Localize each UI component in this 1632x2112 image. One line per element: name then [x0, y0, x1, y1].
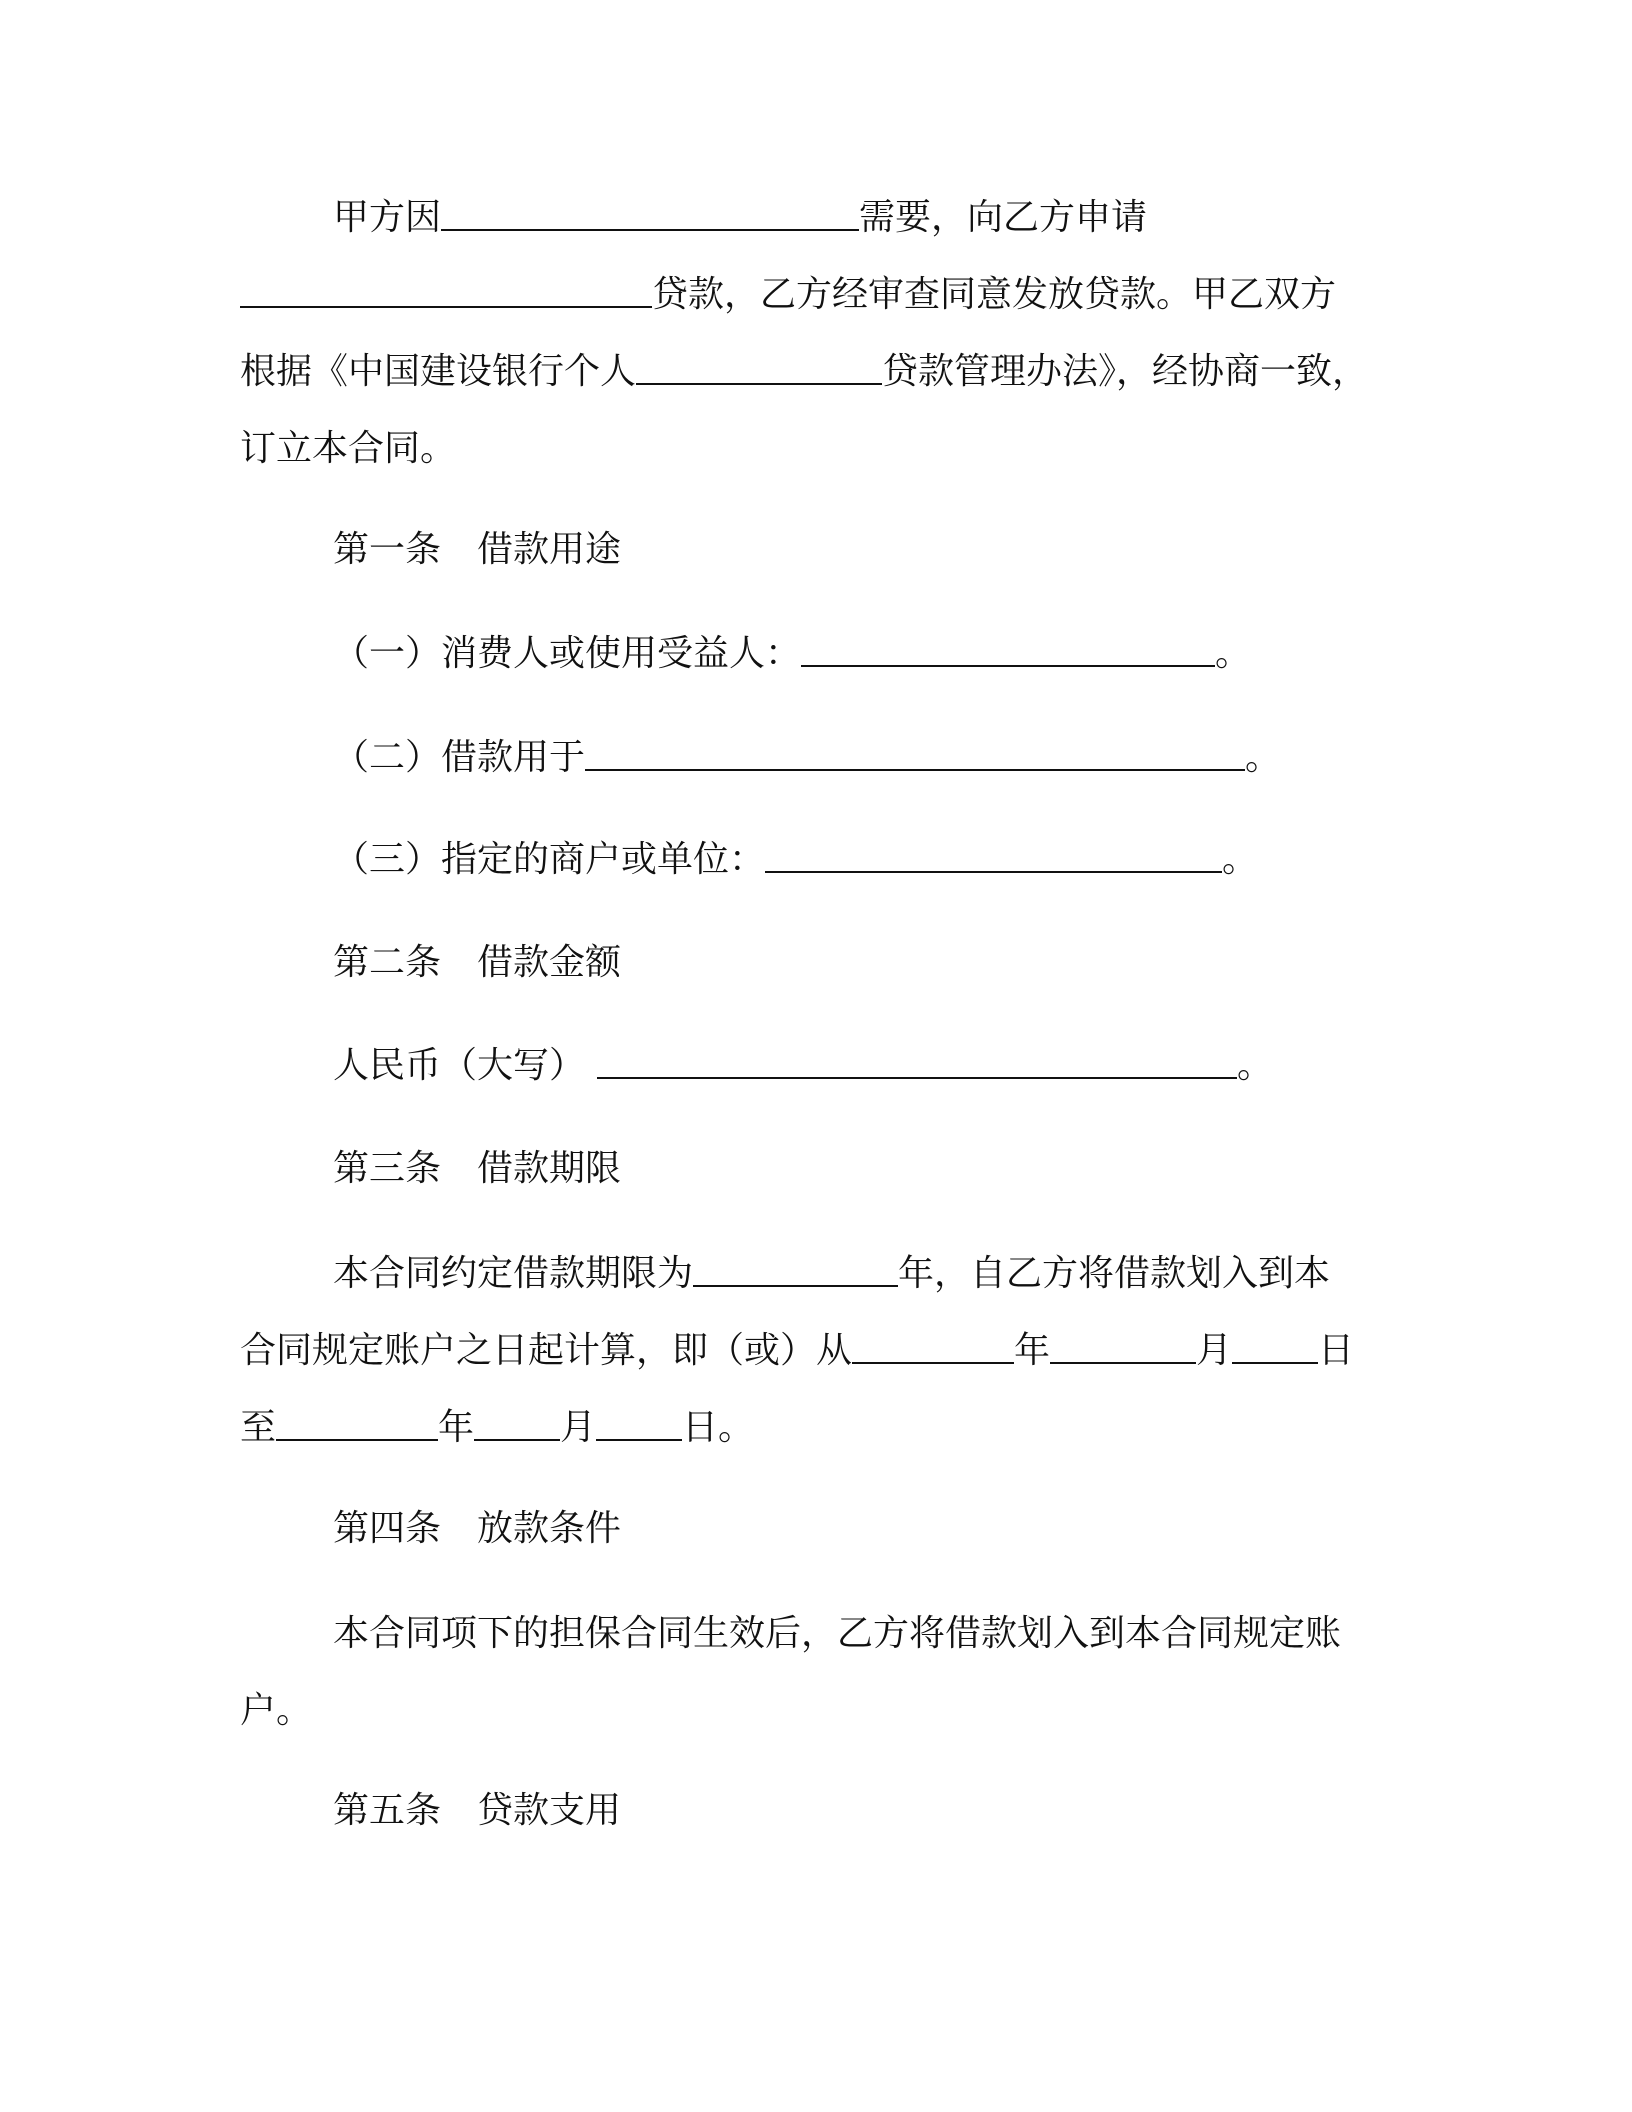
article-3-line-1 [333, 1252, 1330, 1296]
day-label: 日 [1318, 1330, 1355, 1371]
item-label: （二）借款用于 [333, 737, 586, 778]
year-label: 年 [1014, 1330, 1051, 1371]
month-label: 月 [560, 1407, 597, 1448]
to-label: 至 [240, 1407, 277, 1448]
intro-text: 甲方因 [333, 197, 442, 238]
article-3-title: 第三条 借款期限 [333, 1148, 622, 1189]
intro-line-2 [240, 273, 1336, 317]
term-text: 本合同约定借款期限为 [333, 1253, 694, 1294]
blank-field [693, 1255, 898, 1287]
punctuation: 。 [1245, 737, 1282, 778]
punctuation: 。 [1222, 839, 1259, 880]
blank-field [441, 199, 859, 231]
blank-field [474, 1409, 560, 1441]
year-label: 年 [438, 1407, 475, 1448]
term-text: 年，自乙方将借款划入到本 [898, 1253, 1331, 1294]
term-text: 合同规定账户之日起计算，即（或）从 [240, 1330, 853, 1371]
intro-text: 根据《中国建设银行个人 [240, 351, 637, 392]
blank-field [276, 1409, 438, 1441]
blank-field [596, 1409, 682, 1441]
intro-line-1 [333, 196, 1147, 240]
article-4-line-1: 本合同项下的担保合同生效后，乙方将借款划入到本合同规定账 [333, 1613, 1342, 1654]
blank-field [1050, 1332, 1196, 1364]
article-1-item-3 [333, 838, 1258, 882]
intro-text: 贷款管理办法》，经协商一致， [882, 351, 1369, 392]
article-4-title: 第四条 放款条件 [333, 1508, 622, 1549]
blank-field [1232, 1332, 1318, 1364]
article-4-line-2: 户。 [240, 1690, 313, 1731]
blank-field [636, 353, 882, 385]
article-1-title: 第一条 借款用途 [333, 529, 622, 570]
blank-field [801, 635, 1215, 667]
intro-line-3 [240, 350, 1368, 394]
item-label: （一）消费人或使用受益人： [333, 633, 802, 674]
article-3-line-3 [240, 1406, 754, 1450]
article-1-item-1 [333, 632, 1251, 676]
intro-text: 需要，向乙方申请 [859, 197, 1148, 238]
article-2-title: 第二条 借款金额 [333, 942, 622, 983]
intro-line-4: 订立本合同。 [240, 428, 457, 469]
day-label: 日。 [682, 1407, 755, 1448]
amount-label: 人民币（大写） [333, 1045, 586, 1086]
punctuation: 。 [1237, 1045, 1274, 1086]
article-5-title: 第五条 贷款支用 [333, 1790, 622, 1831]
article-1-item-2 [333, 736, 1281, 780]
item-label: （三）指定的商户或单位： [333, 839, 766, 880]
blank-field [765, 841, 1222, 873]
blank-field [597, 1047, 1237, 1079]
blank-field [585, 739, 1245, 771]
article-2-amount [333, 1044, 1273, 1088]
month-label: 月 [1196, 1330, 1233, 1371]
article-3-line-2 [240, 1329, 1354, 1373]
blank-field [240, 276, 652, 308]
blank-field [852, 1332, 1014, 1364]
intro-text: 贷款，乙方经审查同意发放贷款。甲乙双方 [652, 274, 1337, 315]
punctuation: 。 [1215, 633, 1252, 674]
